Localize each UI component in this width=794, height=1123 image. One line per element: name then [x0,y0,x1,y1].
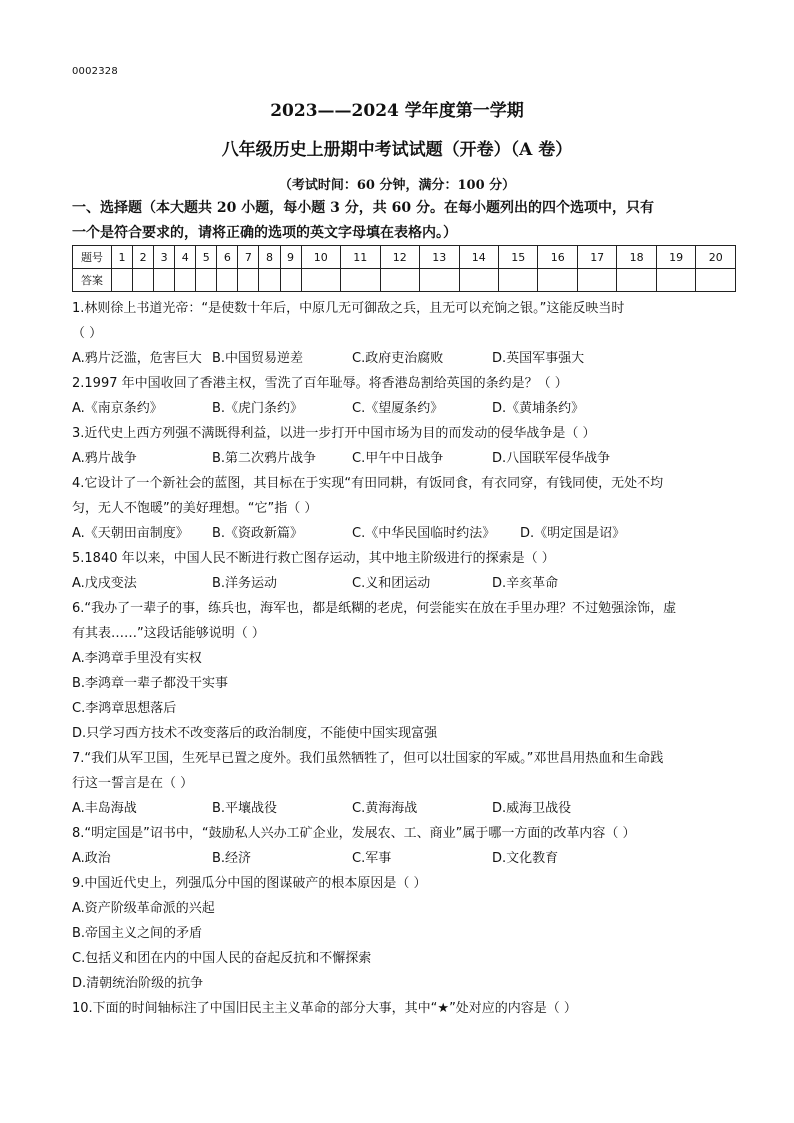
answer-cell[interactable] [259,269,280,292]
answer-table [72,245,736,292]
answer-cell[interactable] [301,269,340,292]
answer-cell[interactable] [238,269,259,292]
title-year: 2023——2024 学年度第一学期 [270,101,524,121]
answer-cell[interactable] [577,269,616,292]
answer-table-number-row [73,246,736,269]
number-cell: 5 [196,246,217,269]
option-d: D.八国联军侵华战争 [492,451,611,466]
answer-cell[interactable] [154,269,175,292]
number-cell: 19 [656,246,695,269]
number-cell: 18 [617,246,656,269]
section-heading [72,196,722,246]
question-7-stem-cont: 行这一誓言是在（ ） [72,776,194,791]
option-d: D.文化教育 [492,851,559,866]
option-a: A.鸦片泛滥，危害巨大 [72,351,202,366]
question-4-stem-cont: 匀，无人不饱暖”的美好理想。“它”指（ ） [72,501,318,516]
option-c: C.军事 [352,851,392,866]
option-c: C.政府吏治腐败 [352,351,444,366]
number-cell: 16 [538,246,577,269]
question-4-stem: 4.它设计了一个新社会的蓝图，其目标在于实现“有田同耕，有饭同食，有衣同穿，有钱同使，无处不均 [72,476,664,491]
question-2-stem: 2.1997 年中国收回了香港主权，雪洗了百年耻辱。将香港岛割给英国的条约是？（ ） [72,376,568,391]
question-6-option-b: B.李鸿章一辈子都没干实事 [72,676,229,691]
option-b: B.洋务运动 [212,576,278,591]
option-b: B.中国贸易逆差 [212,351,304,366]
question-10-stem: 10.下面的时间轴标注了中国旧民主主义革命的部分大事，其中“★”处对应的内容是（ ） [72,1001,577,1016]
question-6-stem: 6.“我办了一辈子的事，练兵也，海军也，都是纸糊的老虎，何尝能实在放在手里办理？不过勉强涂饰，虚 [72,601,677,616]
option-b: B.经济 [212,851,252,866]
answer-cell[interactable] [133,269,154,292]
question-9-option-d: D.清朝统治阶级的抗争 [72,976,204,991]
row-label-answer: 答案 [73,269,112,292]
question-1-stem: 1.林则徐上书道光帝：“是使数十年后，中原几无可御敌之兵，且无可以充饷之银。”这能反映当时 [72,301,625,316]
answer-cell[interactable] [538,269,577,292]
option-c: C.甲午中日战争 [352,451,444,466]
number-cell: 6 [217,246,238,269]
answer-cell[interactable] [380,269,419,292]
answer-table-answer-row [73,269,736,292]
document-id: 0002328 [72,66,118,77]
question-3-stem: 3.近代史上西方列强不满既得利益，以进一步打开中国市场为目的而发动的侵华战争是（ ） [72,426,596,441]
page-title: 八年级历史上册期中考试试题（开卷）（A 卷） [221,140,573,160]
answer-cell[interactable] [498,269,537,292]
answer-cell[interactable] [420,269,459,292]
option-c: C.《中华民国临时约法》 [352,526,496,541]
number-cell: 17 [577,246,616,269]
number-cell: 2 [133,246,154,269]
answer-cell[interactable] [459,269,498,292]
option-a: A.戊戌变法 [72,576,137,591]
exam-info: （考试时间：60 分钟，满分：100 分） [278,178,516,193]
answer-cell[interactable] [175,269,196,292]
answer-cell[interactable] [112,269,133,292]
answer-cell[interactable] [217,269,238,292]
row-label-number: 题号 [73,246,112,269]
option-d: D.威海卫战役 [492,801,572,816]
answer-cell[interactable] [341,269,380,292]
number-cell: 1 [112,246,133,269]
question-6-stem-cont: 有其表……”这段话能够说明（ ） [72,626,265,641]
question-8-stem: 8.“明定国是”诏书中，“鼓励私人兴办工矿企业，发展农、工、商业”属于哪一方面的改革内容（ ） [72,826,636,841]
option-b: B.第二次鸦片战争 [212,451,317,466]
question-5-stem: 5.1840 年以来，中国人民不断进行救亡图存运动，其中地主阶级进行的探索是（ ） [72,551,555,566]
number-cell: 10 [301,246,340,269]
option-a: A.政治 [72,851,111,866]
section-heading-line-1: 一、选择题（本大题共 20 小题，每小题 3 分，共 60 分。在每小题列出的四个选项中，只有 [72,200,654,216]
number-cell: 13 [420,246,459,269]
number-cell: 15 [498,246,537,269]
answer-cell[interactable] [196,269,217,292]
answer-cell[interactable] [696,269,736,292]
option-d: D.英国军事强大 [492,351,585,366]
option-d: D.《黄埔条约》 [492,401,585,416]
question-9-option-c: C.包括义和团在内的中国人民的奋起反抗和不懈探索 [72,951,372,966]
question-7-stem: 7.“我们从军卫国，生死早已置之度外。我们虽然牺牲了，但可以壮国家的军威。”邓世昌用热血和生命践 [72,751,664,766]
number-cell: 7 [238,246,259,269]
number-cell: 8 [259,246,280,269]
number-cell: 3 [154,246,175,269]
option-a: A.《天朝田亩制度》 [72,526,189,541]
answer-cell[interactable] [617,269,656,292]
option-c: C.《望厦条约》 [352,401,444,416]
option-b: B.平壤战役 [212,801,278,816]
number-cell: 14 [459,246,498,269]
option-a: A.《南京条约》 [72,401,163,416]
option-c: C.黄海海战 [352,801,418,816]
number-cell: 20 [696,246,736,269]
number-cell: 4 [175,246,196,269]
question-6-option-a: A.李鸿章手里没有实权 [72,651,202,666]
option-d: D.辛亥革命 [492,576,559,591]
question-9-stem: 9.中国近代史上，列强瓜分中国的图谋破产的根本原因是（ ） [72,876,427,891]
number-cell: 9 [280,246,301,269]
question-1-blank: （ ） [72,326,103,341]
answer-cell[interactable] [280,269,301,292]
question-6-option-c: C.李鸿章思想落后 [72,701,177,716]
option-d: D.《明定国是诏》 [520,526,626,541]
number-cell: 11 [341,246,380,269]
answer-cell[interactable] [656,269,695,292]
section-heading-line-2: 一个是符合要求的，请将正确的选项的英文字母填在表格内。） [72,225,457,241]
option-b: B.《资政新篇》 [212,526,304,541]
option-c: C.义和团运动 [352,576,431,591]
question-9-option-b: B.帝国主义之间的矛盾 [72,926,203,941]
question-9-option-a: A.资产阶级革命派的兴起 [72,901,215,916]
number-cell: 12 [380,246,419,269]
option-a: A.鸦片战争 [72,451,137,466]
option-b: B.《虎门条约》 [212,401,304,416]
question-6-option-d: D.只学习西方技术不改变落后的政治制度，不能使中国实现富强 [72,726,438,741]
option-a: A.丰岛海战 [72,801,137,816]
